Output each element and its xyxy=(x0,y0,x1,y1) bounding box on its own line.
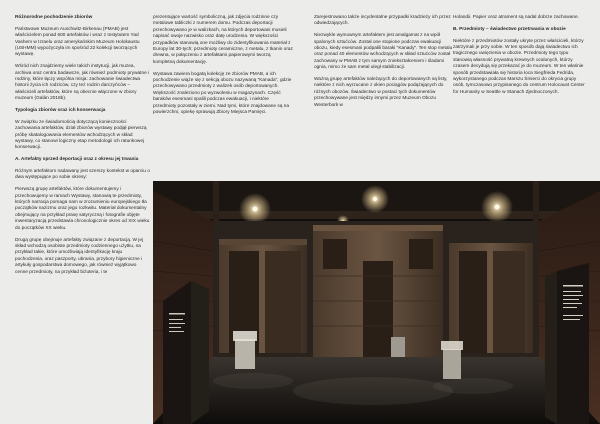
paragraph: Drugą grupę obejmuje artefakty związane z deportacją. W jej skład wchodzą osobiste przedmioty codziennego użytku, na przykład takie, które umożliwiają identyfikację kraju pochodzenia, oraz paszporty, ubrania, przybory higieniczne i artykuły gospodarstwa domowego, jak również wyjątkowo cenne przedmioty, na przykład biżuteria, i te xyxy=(15,237,144,275)
exhibition-photo xyxy=(153,181,600,424)
paragraph: Pierwszą grupę artefaktów, które dokumentujemy i przechowujemy w ramach Wystawy, stanowią te przedmioty, których narracja pomaga nam w zrozumieniu europejskiego tła początków nazizmu oraz jego rozkwitu. Materiał dokumentalny obejmujący na przykład prasę satyryczną i fotografie objęte inwentaryzacją przedstawia chronologicznie okres od XIX wieku do początków XX wieku. xyxy=(15,187,150,231)
text-column-4 xyxy=(453,15,587,102)
paragraph: Ważną grupę artefaktów należących do deportowanych są listy, niektóre z nich wyrzucane z okien pociągów podążających do różnych obozów. Świadectwo w postaci tych dokumentów przechowywane jest między innymi przez Muzeum Obozu Westerbork w xyxy=(314,77,448,108)
paragraph: Niezwykle wymownym artefaktem jest amalgamat z na wpół spalonych sztućców. Został one stopione podczas ewakuacji obozu, kiedy esesmani podpalili baraki "Kanady". Ten stop metalu oraz ponad 40 elementów wchodzących w skład sztućców został zachowany w PMAB z tym samym zniekształceniem i śladami ognia, mimo że sam metal uległ stabilizacji. xyxy=(314,33,453,71)
exhibition-hall-illustration xyxy=(153,181,600,424)
paragraph: Holandii. Papier oraz atrament są nadal dobrze zachowane. xyxy=(453,15,579,20)
paragraph: Różnym artefaktom nadawany jest szerszy kontekst w oparciu o dwa występujące po sobie okresy: xyxy=(15,169,150,181)
paragraph: W związku ze świadomością dotyczącą konieczności zachowania artefaktów, dział zbiorów wystawy podjął pierwszą próbę skatalogowania elementów wchodzących w skład wystawy, co stanowi logiczny etap metodologii ich ratunkowej konserwacji. xyxy=(15,119,147,151)
heading-collection-origins: Różnorodne pochodzenie zbiorów xyxy=(15,15,93,20)
heading-section-a: A. Artefakty sprzed deportacji oraz z okresu jej trwania xyxy=(15,157,139,163)
paragraph: Niektóre z przedmiotów zostały ukryte przez właścicieli, którzy zatrzymali je przy sobie. W ten sposób dają świadectwo ich tragicznego uwięzienia w obozie. Przedmioty tego typu stanowią własność prywatną krewnych ocalonych, którzy czasem decydują się przekazać je do muzeum. W ten właśnie sposób przedstawiała się historia łoca Siegfrieda Fedrida, wykorzystanego podczas Marszu Śmierci do okrycia grupy osób, tymczasowo przypisanego do centrum Holocaust Center for Humanity w Seattle w Stanach Zjednoczonych. xyxy=(453,38,585,95)
text-column-3 xyxy=(314,15,454,114)
paragraph: prezentujące wartość symboliczną, jak zdjęcia rodzinne czy metalowe tabliczki z numerem domu. Podczas deportacji przechowywano je w walizkach, na których deportowani musieli napisać swoje nazwisko oraz datę urodzenia. W większości przypadków stanowią one możliwy do zidentyfikowania materiał z Europy lat 30-tych; przedmioty ceramiczne, z metalu, z tkanin oraz drewna, w połączeniu z artefaktami papierowymi tworzą kompletną dokumentację. xyxy=(153,15,293,65)
text-column-1 xyxy=(15,15,150,281)
paragraph: Wśród nich znajdziemy wiele takich instytucji, jak muzea, archiwa oraz centra badawcze, jak również podmioty prywatne i rodziny, które łączy wspólna misja: zachowanie świadectwa historii życia ich rodziców, czy też rodzin darczyńców – właścicieli artefaktów, które są obecnie włączone w zbiory muzeum (Galán 2018b). xyxy=(15,64,150,102)
paragraph: Państwowe Muzeum Auschwitz-Birkenau (PMAB) jest właścicielem ponad 600 artefaktów i wraz z Instytutem Yad Vashem w Izraelu oraz amerykańskim Muzeum Holokaustu (USHMM) wypożyczyła im spośród 22 kolekcji tworzących wystawę. xyxy=(15,26,140,58)
heading-section-b: B. Przedmioty – świadectwo przetrwania w obozie xyxy=(453,26,566,32)
paragraph: Wystawa zawiera bogatą kolekcję ze zbiorów PMAB, a ich pochodzenie wiąże się z sekcją obozu nazywaną "Kanada", gdzie przechowywano przedmioty z walizek osób deportowanych. Większość znaleziono po wyzwoleniu w magazynach. Część baraków esesmani spalili podczas ewakuacji, i niektóre przedmioty pozostały w ziemi. Nad tymi, które znajdowane są na powierzchni, opiekę sprawują Zbiory Miejsca Pamięci. xyxy=(153,71,292,116)
heading-typology: Typologia zbiorów oraz ich konserwacja xyxy=(15,108,106,114)
text-column-2 xyxy=(153,15,293,122)
paragraph: Zarejestrowano także incydentalne przypadki kradzieży ich przez odwiedzających. xyxy=(314,15,451,27)
